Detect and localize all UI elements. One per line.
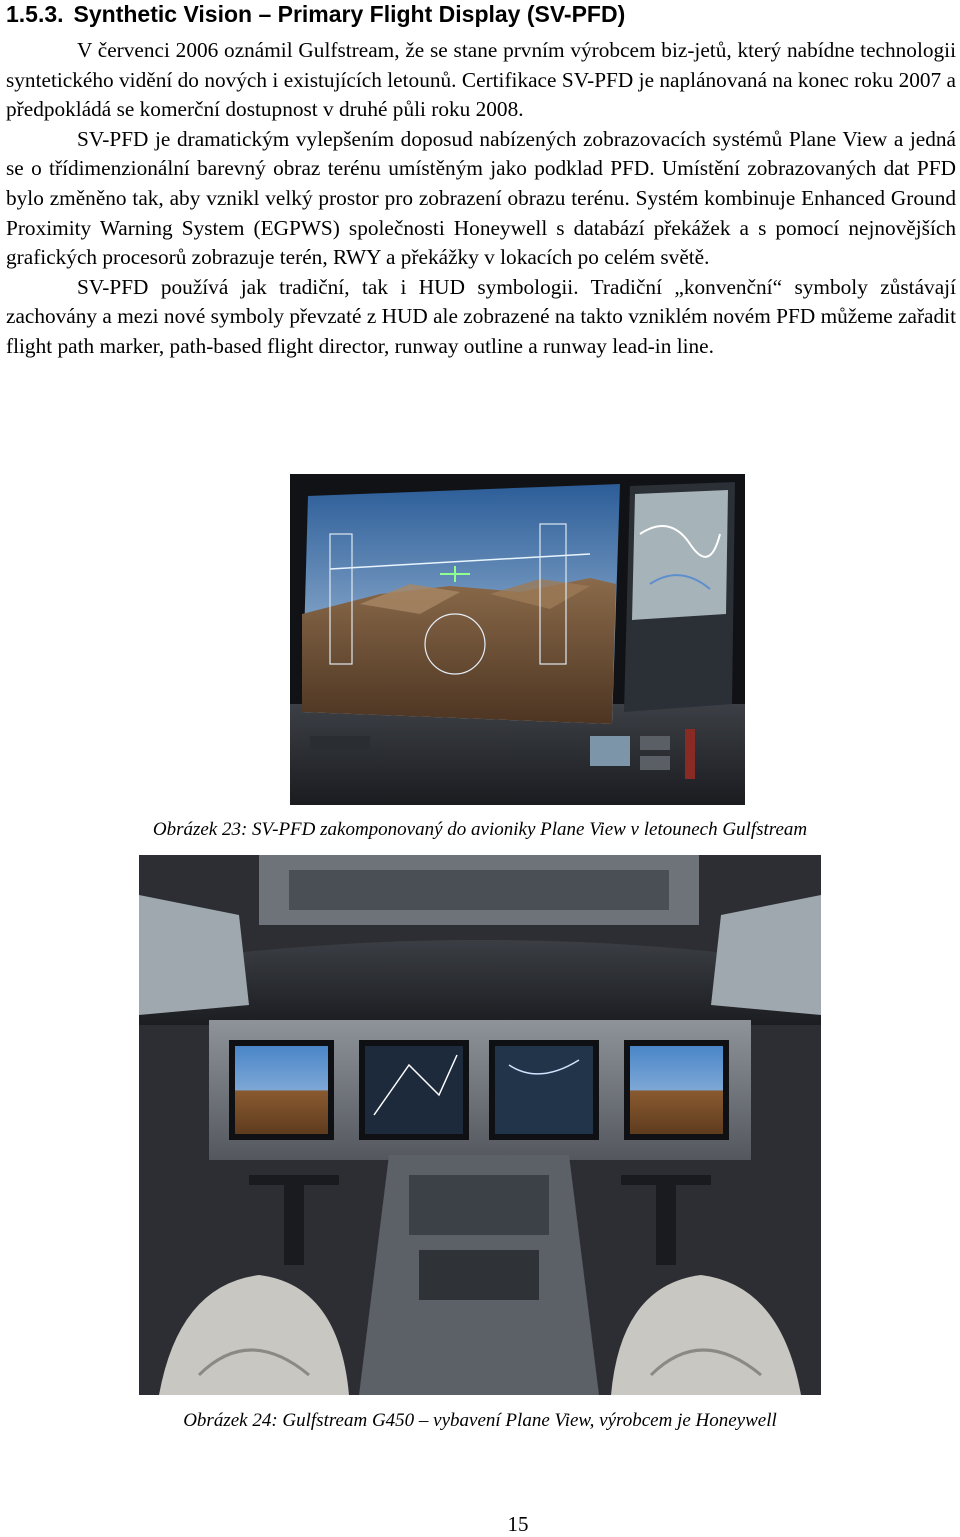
figure-23-caption: Obrázek 23: SV-PFD zakomponovaný do avioniky Plane View v letounech Gulfstream bbox=[152, 819, 808, 840]
page-number: 15 bbox=[507, 1512, 529, 1536]
sv-pfd-display-photo bbox=[290, 474, 745, 805]
section-title: Synthetic Vision – Primary Flight Display (SV-PFD) bbox=[73, 1, 626, 27]
g450-cockpit-photo bbox=[139, 855, 821, 1395]
section-heading bbox=[6, 0, 625, 28]
paragraph-2: SV-PFD je dramatickým vylepšením doposud nabízených zobrazovacích systémů Plane View a jedná se o třídimenzionální barevný obraz terénu umístěným jako podklad PFD. Umístění zobrazovaných dat PFD bylo změněno tak, aby vznikl velký prostor pro zobrazení obrazu terénu. Systém kombinuje Enhanced Ground Proximity Warning System (EGPWS) společnosti Honeywell s databází překážek a s pomocí nejnovějších grafických procesorů zobrazuje terén, RWY a překážky v lokacích po celém světě. bbox=[6, 126, 956, 270]
paragraph-1: V červenci 2006 oznámil Gulfstream, že se stane prvním výrobcem biz-jetů, který nabídne technologii syntetického vidění do nových i existujících letounů. Certifikace SV-PFD je naplánovaná na konec roku 2007 a předpokládá se komerční dostupnost v druhé půli roku 2008. bbox=[6, 38, 956, 122]
figure-24-caption: Obrázek 24: Gulfstream G450 – vybavení Plane View, výrobcem je Honeywell bbox=[183, 1410, 777, 1431]
body-text bbox=[6, 36, 956, 362]
paragraph-3: SV-PFD používá jak tradiční, tak i HUD symbologii. Tradiční „konvenční“ symboly zůstávají zachovány a mezi nové symboly převzaté z HUD ale zobrazené na takto vzniklém novém PFD můžeme zařadit flight path marker, path-based flight director, runway outline a runway lead-in line. bbox=[6, 274, 956, 358]
section-number: 1.5.3. bbox=[6, 1, 64, 27]
